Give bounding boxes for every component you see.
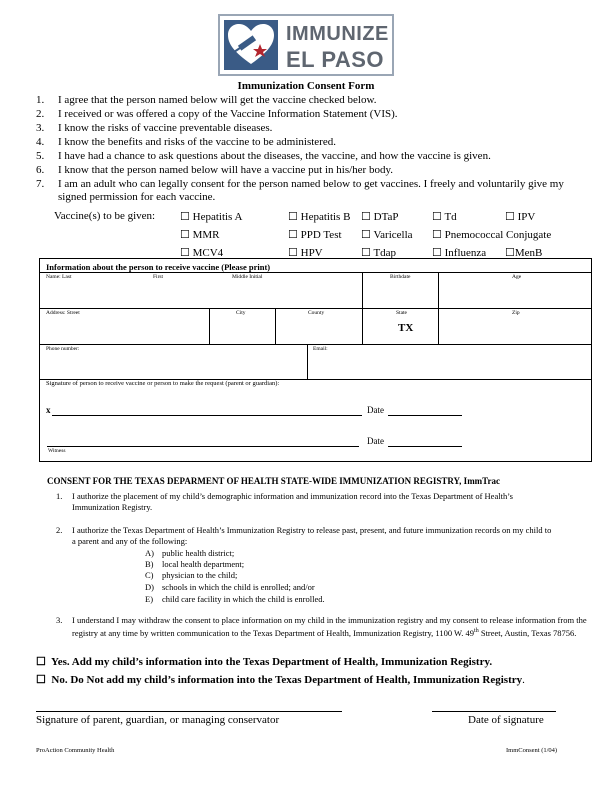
- sub-letter: E): [145, 594, 154, 604]
- statement-text: I am an adult who can legally consent for the person named below to get vaccines. I freely and voluntarily give my signed permission for each vaccine.: [58, 178, 564, 203]
- vaccine-label: Td: [444, 211, 457, 223]
- signature-instructions: Signature of person to receive vaccine or person to make the request (parent or guardian):: [46, 380, 280, 387]
- signature-line[interactable]: [52, 415, 362, 416]
- checkbox[interactable]: ☐: [432, 229, 442, 241]
- name-last-label: Name: Last: [46, 274, 72, 280]
- vaccine-option-ppd-test[interactable]: [288, 228, 342, 241]
- sub-letter: D): [145, 582, 154, 592]
- logo-word-2: EL PASO: [286, 47, 385, 72]
- statement-number: 3.: [36, 122, 45, 134]
- registry-item-3-text: I understand I may withdraw the consent to place information on my child in the immunization registry and my consent to release information from the registry at any time by written communication to the Texas Department of Health, Immunization Registry, 1100 W. 49: [72, 615, 587, 638]
- phone-label: Phone number:: [46, 346, 80, 352]
- registry-item-3: [72, 615, 594, 639]
- registry-heading: CONSENT FOR THE TEXAS DEPARMENT OF HEALTH STATE-WIDE IMMUNIZATION REGISTRY, ImmTrac: [47, 476, 501, 486]
- statement-number: 5.: [36, 150, 45, 162]
- vaccine-label: MMR: [192, 229, 220, 241]
- address-label: Address: Street: [46, 310, 80, 316]
- vaccine-option-hepatitis-a[interactable]: [180, 210, 242, 223]
- sub-text: public health district;: [162, 548, 235, 558]
- logo-word-1: IMMUNIZE: [286, 23, 389, 45]
- witness-line[interactable]: [47, 446, 359, 447]
- parent-signature-line[interactable]: [36, 711, 342, 712]
- vaccine-label: Influenza: [444, 247, 487, 259]
- vaccine-option-dtap[interactable]: [361, 210, 399, 223]
- date-label: Date: [367, 405, 384, 415]
- vaccine-label: IPV: [517, 211, 536, 223]
- statement-number: 2.: [36, 108, 45, 120]
- statement-text: I know the benefits and risks of the vaccine to be administered.: [58, 136, 336, 148]
- statement-text: I have had a chance to ask questions about the diseases, the vaccine, and how the vaccine is given.: [58, 150, 491, 162]
- checkbox[interactable]: ☐: [361, 211, 371, 223]
- divider: [40, 272, 591, 273]
- heart-syringe-icon: [224, 20, 278, 70]
- checkbox[interactable]: ☐: [288, 247, 298, 259]
- statement-number: 4.: [36, 136, 45, 148]
- patient-info-table: [39, 258, 592, 462]
- registry-item-2: I authorize the Texas Department of Health’s Immunization Registry to release past, present, and future immunization records on my child to a parent and any of the following:: [72, 525, 552, 546]
- checkbox[interactable]: ☐: [180, 211, 190, 223]
- vaccine-option-td[interactable]: [432, 210, 457, 223]
- vaccine-label: MCV4: [192, 247, 224, 259]
- vaccine-option-ipv[interactable]: [505, 210, 535, 223]
- ordinal-suffix: th: [474, 628, 479, 634]
- sub-text: local health department;: [162, 559, 245, 569]
- checkbox[interactable]: ☐: [361, 247, 371, 259]
- vaccines-label: Vaccine(s) to be given:: [54, 210, 156, 222]
- checkbox[interactable]: ☐: [288, 229, 298, 241]
- vaccine-label: Pnemococcal Conjugate: [444, 229, 552, 241]
- footer-organization: ProAction Community Health: [36, 747, 115, 754]
- statement-text: I received or was offered a copy of the Vaccine Information Statement (VIS).: [58, 108, 398, 120]
- footer-form-id: ImmConsent (1/04): [506, 747, 558, 754]
- checkbox[interactable]: ☐: [288, 211, 298, 223]
- sub-letter: A): [145, 548, 154, 558]
- divider: [40, 344, 591, 345]
- vaccine-label: Tdap: [373, 247, 397, 259]
- city-label: City: [236, 310, 246, 316]
- state-label: State: [396, 310, 407, 316]
- divider: [40, 308, 591, 309]
- divider: [438, 272, 439, 308]
- divider: [362, 272, 363, 308]
- checkbox[interactable]: ☐: [180, 247, 190, 259]
- info-header: Information about the person to receive vaccine (Please print): [46, 262, 271, 272]
- email-label: Email:: [313, 346, 328, 352]
- state-value: TX: [398, 322, 414, 334]
- divider: [362, 308, 363, 344]
- x-mark: x: [46, 405, 51, 415]
- vaccine-option-pnemococcal-conjugate[interactable]: [432, 228, 551, 241]
- registry-option-yes[interactable]: [36, 655, 492, 668]
- divider: [275, 308, 276, 344]
- vaccine-label: MenB: [514, 247, 543, 259]
- checkbox[interactable]: ☐: [432, 211, 442, 223]
- checkbox[interactable]: ☐: [505, 211, 515, 223]
- checkbox[interactable]: ☐: [36, 656, 46, 668]
- logo-tile: [224, 20, 278, 70]
- immunize-el-paso-logo: [218, 14, 394, 76]
- vaccine-option-varicella[interactable]: [361, 228, 413, 241]
- sub-text: child care facility in which the child is enrolled.: [162, 594, 325, 604]
- vaccine-label: HPV: [300, 247, 323, 259]
- age-label: Age: [512, 274, 522, 280]
- sub-letter: B): [145, 559, 154, 569]
- checkbox[interactable]: ☐: [432, 247, 442, 259]
- parent-signature-label: Signature of parent, guardian, or managing conservator: [36, 714, 280, 726]
- vaccine-label: Varicella: [373, 229, 413, 241]
- statement-number: 6.: [36, 164, 45, 176]
- statement-number: 7.: [36, 178, 45, 190]
- option-yes-label: Yes. Add my child’s information into the Texas Department of Health, Immunization Registry.: [50, 656, 493, 668]
- option-no-label: No. Do Not add my child’s information into the Texas Department of Health, Immunization Registry: [51, 674, 523, 686]
- statement-number: 1.: [36, 94, 45, 106]
- vaccine-label: DTaP: [373, 211, 399, 223]
- registry-item-number: 1.: [56, 491, 63, 501]
- sub-text: physician to the child;: [162, 570, 238, 580]
- vaccine-option-mmr[interactable]: [180, 228, 220, 241]
- date-signature-line[interactable]: [432, 711, 556, 712]
- zip-label: Zip: [512, 310, 520, 316]
- sub-text: schools in which the child is enrolled; and/or: [162, 582, 315, 592]
- registry-item-1: I authorize the placement of my child’s demographic information and immunization record into the Texas Department of Health’s Immunization Registry.: [72, 491, 513, 512]
- vaccine-label: PPD Test: [300, 229, 342, 241]
- registry-item-3-end: Street, Austin, Texas 78756.: [478, 627, 577, 638]
- divider: [438, 308, 439, 344]
- statement-text: I know that the person named below will have a vaccine put in his/her body.: [58, 164, 394, 176]
- statement-text: I know the risks of vaccine preventable diseases.: [58, 122, 273, 134]
- registry-option-no[interactable]: ☐ No. Do Not add my child’s information into the Texas Department of Health, Immunization Registry.: [36, 674, 525, 686]
- date-signature-label: Date of signature: [468, 714, 544, 726]
- first-name-label: First: [153, 274, 164, 280]
- date-label: Date: [367, 436, 384, 446]
- checkbox[interactable]: ☐: [180, 229, 190, 241]
- vaccine-label: Hepatitis B: [300, 211, 351, 223]
- form-title: Immunization Consent Form: [237, 80, 375, 92]
- statement-text: I agree that the person named below will get the vaccine checked below.: [58, 94, 377, 106]
- witness-label: Witness: [48, 448, 66, 454]
- sub-letter: C): [145, 570, 154, 580]
- registry-item-number: 3.: [56, 615, 63, 625]
- date-line[interactable]: [388, 415, 462, 416]
- middle-initial-label: Middle Initial: [232, 274, 263, 280]
- vaccine-option-hepatitis-b[interactable]: [288, 210, 350, 223]
- county-label: County: [308, 310, 325, 316]
- divider: [209, 308, 210, 344]
- birthdate-label: Birthdate: [390, 274, 411, 280]
- checkbox[interactable]: ☐: [361, 229, 371, 241]
- vaccine-label: Hepatitis A: [192, 211, 243, 223]
- checkbox[interactable]: ☐: [36, 674, 46, 686]
- date-line[interactable]: [388, 446, 462, 447]
- checkbox[interactable]: ☐: [505, 247, 515, 259]
- divider: [307, 344, 308, 379]
- registry-item-number: 2.: [56, 525, 63, 535]
